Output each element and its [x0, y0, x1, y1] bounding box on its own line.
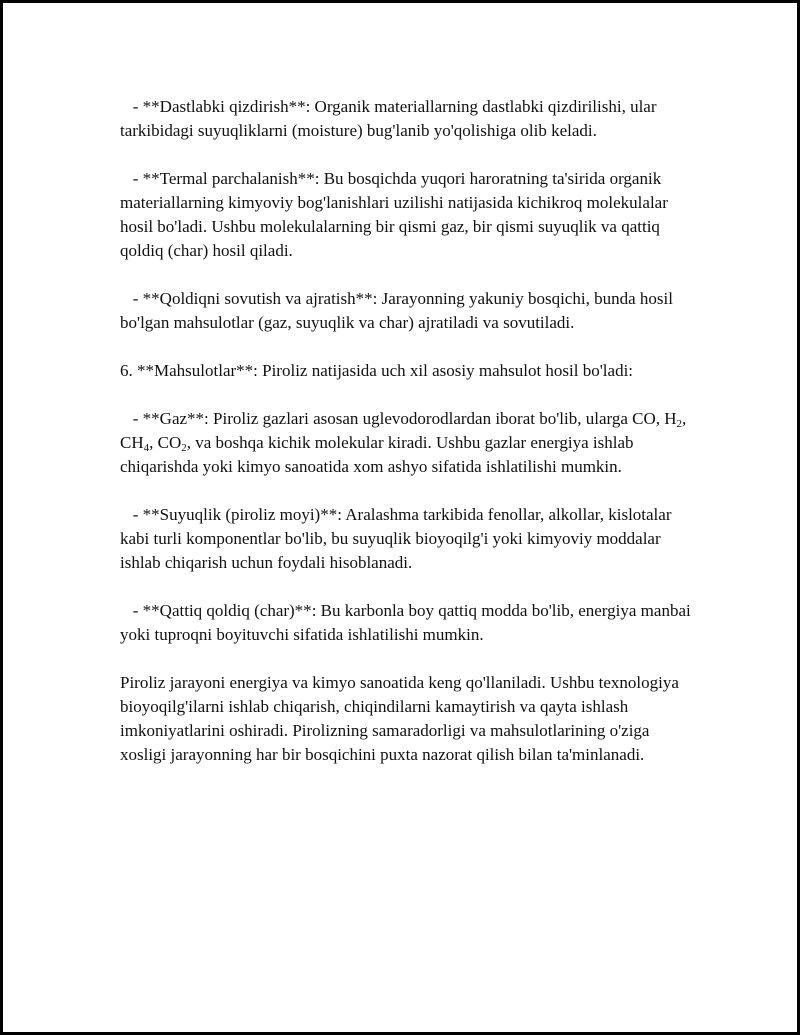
- text-gas-start: : Piroliz gazlari asosan uglevodorodlardan iborat bo'lib, ularga CO, H: [204, 409, 677, 428]
- heading-initial-heating: **Dastlabki qizdirish**: [142, 97, 306, 116]
- text-thermal-decomposition: : Bu bosqichda yuqori haroratning ta'sirida organik materiallarning kimyoviy bog'lanishlari uzilishi natijasida kichikroq molekulalar hosil bo'ladi. Ushbu molekulalarning bir qismi gaz, bir qismi suyuqlik va qattiq qoldiq (char) hosil qiladi.: [120, 169, 673, 260]
- text-cooling-separation: : Jarayonning yakuniy bosqichi, bunda hosil bo'lgan mahsulotlar (gaz, suyuqlik va char) ajratiladi va sovutiladi.: [120, 289, 678, 332]
- paragraph-products: [120, 359, 692, 383]
- heading-char: **Qattiq qoldiq (char)**: [142, 601, 312, 620]
- paragraph-gas: [120, 407, 692, 479]
- heading-gas: **Gaz**: [142, 409, 205, 428]
- document-body: [120, 95, 695, 767]
- text-conclusion: Piroliz jarayoni energiya va kimyo sanoatida keng qo'llaniladi. Ushbu texnologiya bioyoqilg'ilarni ishlab chiqarish, chiqindilarni kamaytirish va qayta ishlash imkoniyatlarini oshiradi. Pirolizning samaradorligi va mahsulotlarining o'ziga xosligi jarayonning har bir bosqichini puxta nazorat qilish bilan ta'minlanadi.: [120, 673, 684, 764]
- text-products: : Piroliz natijasida uch xil asosiy mahsulot hosil bo'ladi:: [253, 361, 634, 380]
- bullet-prefix: -: [120, 289, 143, 308]
- paragraph-thermal-decomposition: [120, 167, 692, 263]
- paragraph-liquid: [120, 503, 692, 575]
- paragraph-conclusion: [120, 671, 692, 767]
- text-liquid: : Aralashma tarkibida fenollar, alkollar, kislotalar kabi turli komponentlar bo'lib, bu suyuqlik bioyoqilg'i yoki kimyoviy moddalar ishlab chiqarish uchun foydali hisoblanadi.: [120, 505, 676, 572]
- bullet-prefix: -: [120, 97, 143, 116]
- bullet-prefix: -: [120, 505, 143, 524]
- heading-liquid: **Suyuqlik (piroliz moyi)**: [142, 505, 338, 524]
- heading-thermal-decomposition: **Termal parchalanish**: [142, 169, 315, 188]
- bullet-prefix: -: [120, 409, 143, 428]
- paragraph-initial-heating: [120, 95, 692, 143]
- heading-cooling-separation: **Qoldiqni sovutish va ajratish**: [142, 289, 373, 308]
- heading-products: **Mahsulotlar**: [137, 361, 254, 380]
- text-gas-ch: , CH: [120, 409, 691, 452]
- text-char: : Bu karbonla boy qattiq modda bo'lib, energiya manbai yoki tuproqni boyituvchi sifatida ishlatilishi mumkin.: [120, 601, 695, 644]
- text-gas-end: , va boshqa kichik molekular kiradi. Ushbu gazlar energiya ishlab chiqarishda yoki kimyo sanoatida xom ashyo sifatida ishlatilishi mumkin.: [120, 433, 638, 476]
- subscript-co2: 2: [181, 442, 187, 454]
- text-gas-co: , CO: [149, 433, 182, 452]
- subscript-ch4: 4: [143, 442, 150, 454]
- subscript-h2: 2: [676, 418, 683, 430]
- text-initial-heating: : Organik materiallarning dastlabki qizdirilishi, ular tarkibidagi suyuqliklarni (moisture) bug'lanib yo'qolishiga olib keladi.: [120, 97, 661, 140]
- list-number: 6.: [120, 361, 137, 380]
- bullet-prefix: -: [120, 169, 143, 188]
- paragraph-char: [120, 599, 695, 647]
- paragraph-cooling-separation: [120, 287, 692, 335]
- bullet-prefix: -: [120, 601, 143, 620]
